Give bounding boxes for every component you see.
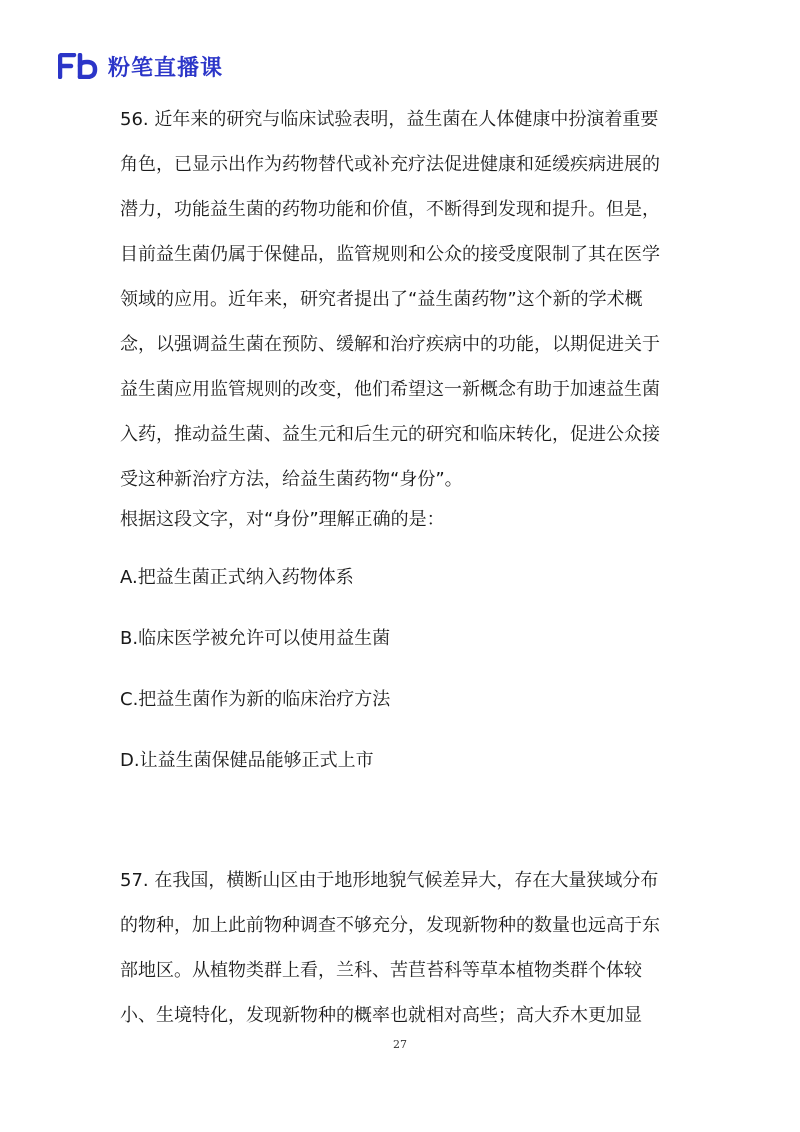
logo-text: 粉笔直播课 [108,55,224,81]
passage-line: 益生菌应用监管规则的改变，他们希望这一新概念有助于加速益生菌 [120,379,660,400]
page-number: 27 [393,1038,407,1051]
passage-line: 角色，已显示出作为药物替代或补充疗法促进健康和延缓疾病进展的 [120,154,660,175]
passage-line: 潜力，功能益生菌的药物功能和价值，不断得到发现和提升。但是， [120,199,660,220]
passage-line: 受这种新治疗方法，给益生菌药物“身份”。 [120,469,463,490]
passage-line: 领域的应用。近年来，研究者提出了“益生菌药物”这个新的学术概 [120,289,643,310]
passage-line: 念，以强调益生菌在预防、缓解和治疗疾病中的功能，以期促进关于 [120,334,660,355]
passage-line: 部地区。从植物类群上看，兰科、苦苣苔科等草本植物类群个体较 [120,960,642,981]
question-57-passage [120,858,680,1038]
option-d: D.让益生菌保健品能够正式上市 [120,750,374,771]
passage-line: 小、生境特化，发现新物种的概率也就相对高些；高大乔木更加显 [120,1005,642,1026]
passage-line: 目前益生菌仍属于保健品，监管规则和公众的接受度限制了其在医学 [120,244,660,265]
passage-line: 57. 在我国，横断山区由于地形地貌气候差异大，存在大量狭域分布 [120,870,659,891]
header-logo [58,50,223,82]
question-56-prompt: 根据这段文字，对“身份”理解正确的是： [120,509,445,530]
question-56-passage [120,97,680,502]
passage-line: 入药，推动益生菌、益生元和后生元的研究和临床转化，促进公众接 [120,424,660,445]
passage-line: 56. 近年来的研究与临床试验表明，益生菌在人体健康中扮演着重要 [120,109,659,130]
passage-line: 的物种，加上此前物种调查不够充分，发现新物种的数量也远高于东 [120,915,660,936]
option-a: A.把益生菌正式纳入药物体系 [120,567,354,588]
option-b: B.临床医学被允许可以使用益生菌 [120,628,391,649]
fb-logo-icon [58,53,102,79]
option-c: C.把益生菌作为新的临床治疗方法 [120,689,391,710]
